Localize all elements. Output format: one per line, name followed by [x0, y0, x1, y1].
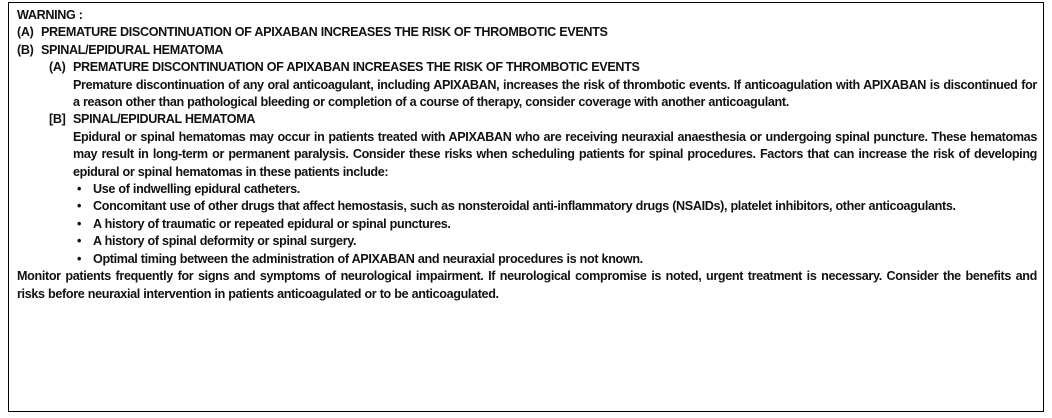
- list-item: [77, 198, 1037, 215]
- warning-title: WARNING :: [17, 8, 83, 22]
- monitoring-note: Monitor patients frequently for signs and symptoms of neurological impairment. If neurological compromise is noted, urgent treatment is necessary. Consider the benefits and risks before neuraxial intervention in patients anticoagulated or to be anticoagulated.: [17, 269, 1037, 301]
- bullet-icon: •: [77, 234, 82, 249]
- bullet-icon: •: [77, 216, 82, 231]
- section-b-marker: [B]: [49, 112, 66, 127]
- section-a-heading: PREMATURE DISCONTINUATION OF APIXABAN INCREASES THE RISK OF THROMBOTIC EVENTS: [73, 60, 640, 75]
- list-item-text: A history of traumatic or repeated epidural or spinal punctures.: [93, 216, 451, 231]
- bullet-icon: •: [77, 251, 82, 266]
- list-item-text: Optimal timing between the administration of APIXABAN and neuraxial procedures is not known.: [93, 251, 643, 266]
- list-item: [77, 181, 1037, 198]
- risk-factor-list: [77, 181, 1037, 268]
- section-b-body: Epidural or spinal hematomas may occur in patients treated with APIXABAN who are receiving neuraxial anaesthesia or undergoing spinal puncture. These hematomas may result in long-term or permanent paralysis. Consider these risks when scheduling patients for spinal procedures. Factors that can increase the risk of developing epidural or spinal hematomas in these patients include:: [73, 129, 1037, 179]
- top-item-a-text: PREMATURE DISCONTINUATION OF APIXABAN INCREASES THE RISK OF THROMBOTIC EVENTS: [41, 25, 608, 40]
- top-item-a: [17, 24, 1037, 41]
- section-b-heading: SPINAL/EPIDURAL HEMATOMA: [73, 112, 256, 127]
- bullet-icon: •: [77, 199, 82, 214]
- top-item-b-text: SPINAL/EPIDURAL HEMATOMA: [41, 42, 224, 57]
- list-item-text: Use of indwelling epidural catheters.: [93, 182, 300, 197]
- list-item: [77, 216, 1037, 233]
- section-a-marker: (A): [49, 60, 66, 75]
- list-item: [77, 233, 1037, 250]
- list-item-text: A history of spinal deformity or spinal surgery.: [93, 234, 357, 249]
- bullet-icon: •: [77, 182, 82, 197]
- list-item-text: Concomitant use of other drugs that affect hemostasis, such as nonsteroidal anti-inflammatory drugs (NSAIDs), platelet inhibitors, other anticoagulants.: [93, 199, 956, 214]
- top-item-b: [17, 42, 1037, 59]
- list-item: [77, 251, 1037, 268]
- boxed-warning: [8, 2, 1044, 412]
- top-item-a-marker: (A): [17, 25, 34, 40]
- section-a-body: Premature discontinuation of any oral anticoagulant, including APIXABAN, increases the risk of thrombotic events. If anticoagulation with APIXABAN is discontinued for a reason other than pathological bleeding or completion of a course of therapy, consider coverage with another anticoagulant.: [73, 77, 1037, 110]
- top-item-b-marker: (B): [17, 42, 34, 57]
- section-a: [49, 59, 1037, 111]
- section-b: [49, 111, 1037, 268]
